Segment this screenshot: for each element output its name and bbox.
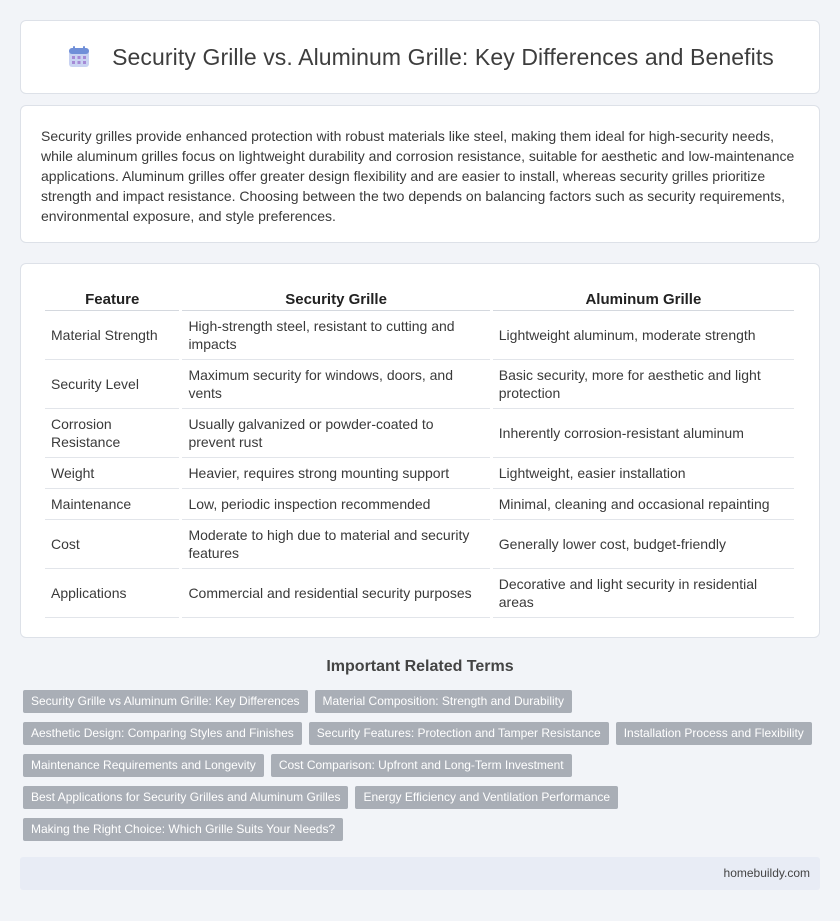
- table-cell: High-strength steel, resistant to cutting and impacts: [182, 311, 489, 360]
- table-cell: Heavier, requires strong mounting support: [182, 458, 489, 489]
- header-feature: Feature: [45, 284, 179, 311]
- table-row: [45, 520, 794, 569]
- header-card: [20, 20, 820, 94]
- header-security-grille: Security Grille: [182, 284, 489, 311]
- tag-row: [23, 690, 823, 713]
- table-row: [45, 569, 794, 618]
- tag-row: [23, 786, 823, 809]
- table-cell: Corrosion Resistance: [45, 409, 179, 458]
- table-cell: Moderate to high due to material and security features: [182, 520, 489, 569]
- table-cell: Minimal, cleaning and occasional repainting: [493, 489, 794, 520]
- footer: [20, 857, 820, 890]
- related-term-tag[interactable]: Material Composition: Strength and Durability: [315, 690, 572, 713]
- related-term-tag[interactable]: Energy Efficiency and Ventilation Performance: [355, 786, 618, 809]
- tag-row: [23, 818, 823, 841]
- table-cell: Generally lower cost, budget-friendly: [493, 520, 794, 569]
- table-cell: Lightweight, easier installation: [493, 458, 794, 489]
- table-cell: Maximum security for windows, doors, and vents: [182, 360, 489, 409]
- table-row: [45, 409, 794, 458]
- related-term-tag[interactable]: Best Applications for Security Grilles and Aluminum Grilles: [23, 786, 348, 809]
- table-row: [45, 311, 794, 360]
- table-cell: Maintenance: [45, 489, 179, 520]
- table-row: [45, 489, 794, 520]
- table-header-row: [45, 284, 794, 311]
- related-term-tag[interactable]: Aesthetic Design: Comparing Styles and Finishes: [23, 722, 302, 745]
- related-terms-tags: [23, 690, 823, 850]
- tag-row: [23, 754, 823, 777]
- table-cell: Usually galvanized or powder-coated to prevent rust: [182, 409, 489, 458]
- table-cell: Weight: [45, 458, 179, 489]
- table-cell: Cost: [45, 520, 179, 569]
- related-terms-title: Important Related Terms: [326, 658, 514, 675]
- table-row: [45, 458, 794, 489]
- table-cell: Lightweight aluminum, moderate strength: [493, 311, 794, 360]
- table-cell: Low, periodic inspection recommended: [182, 489, 489, 520]
- table-cell: Applications: [45, 569, 179, 618]
- related-term-tag[interactable]: Security Grille vs Aluminum Grille: Key Differences: [23, 690, 308, 713]
- footer-site-link[interactable]: homebuildy.com: [723, 866, 810, 880]
- related-term-tag[interactable]: Maintenance Requirements and Longevity: [23, 754, 264, 777]
- table-cell: Security Level: [45, 360, 179, 409]
- table-cell: Commercial and residential security purposes: [182, 569, 489, 618]
- table-cell: Material Strength: [45, 311, 179, 360]
- related-term-tag[interactable]: Making the Right Choice: Which Grille Suits Your Needs?: [23, 818, 343, 841]
- related-term-tag[interactable]: Cost Comparison: Upfront and Long-Term Investment: [271, 754, 572, 777]
- related-term-tag[interactable]: Installation Process and Flexibility: [616, 722, 812, 745]
- tag-row: [23, 722, 823, 745]
- comparison-table: [42, 284, 797, 618]
- table-row: [45, 360, 794, 409]
- table-cell: Inherently corrosion-resistant aluminum: [493, 409, 794, 458]
- header-aluminum-grille: Aluminum Grille: [493, 284, 794, 311]
- intro-card: [20, 105, 820, 243]
- page-title: Security Grille vs. Aluminum Grille: Key Differences and Benefits: [112, 43, 774, 70]
- related-term-tag[interactable]: Security Features: Protection and Tamper Resistance: [309, 722, 609, 745]
- table-cell: Decorative and light security in residential areas: [493, 569, 794, 618]
- intro-paragraph: Security grilles provide enhanced protection with robust materials like steel, making them ideal for high-security needs, while aluminum grilles focus on lightweight durability and corrosion resistance, suitable for aesthetic and low-maintenance applications. Aluminum grilles offer greater design flexibility and are easier to install, whereas security grilles prioritize strength and impact resistance. Choosing between the two depends on balancing factors such as security requirements, environmental exposure, and style preferences.: [41, 128, 795, 224]
- calendar-grid-icon: [66, 44, 92, 70]
- comparison-table-card: [20, 263, 820, 638]
- table-cell: Basic security, more for aesthetic and light protection: [493, 360, 794, 409]
